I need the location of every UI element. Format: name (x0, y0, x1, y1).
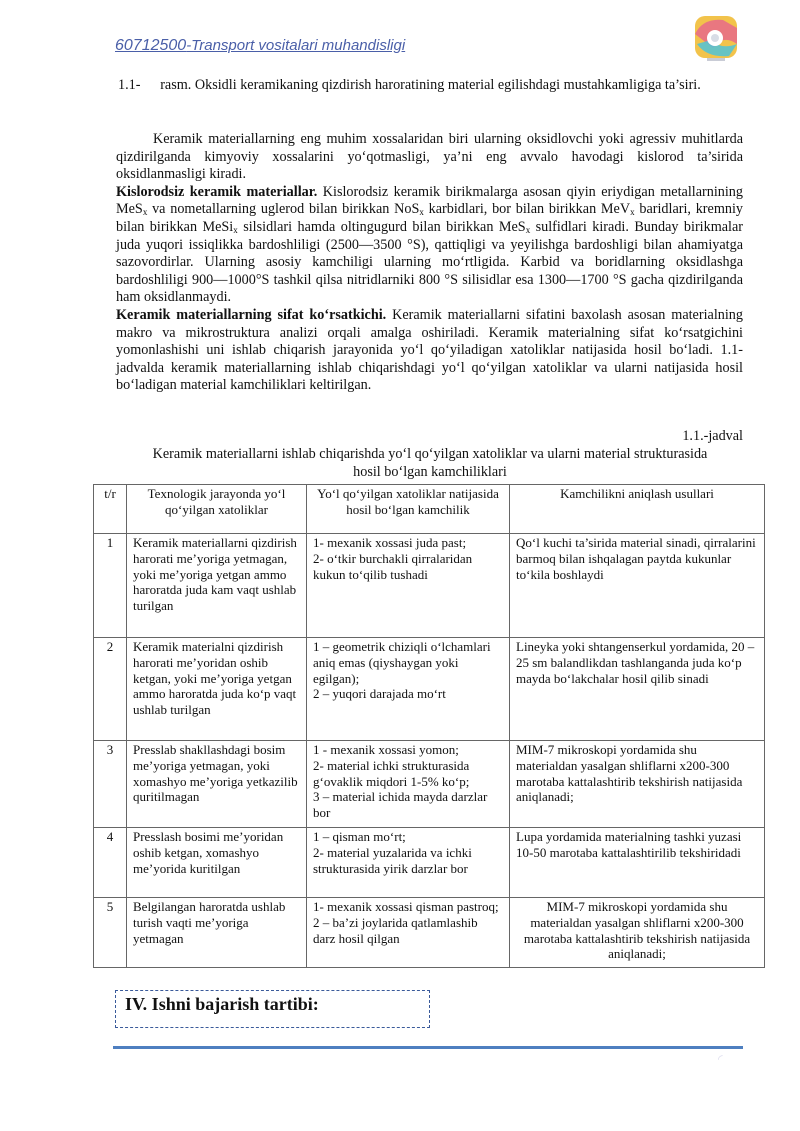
column-header-errors: Texnologik jarayonda yo‘l qo‘yilgan xatoliklar (127, 485, 307, 534)
row-number: 3 (94, 741, 127, 828)
row-defect: 1 – qisman mo‘rt; 2- material yuzalarida va ichki strukturasida yirik darzlar bor (307, 828, 510, 898)
program-name: -Transport vositalari muhandisligi (186, 37, 406, 54)
figure-caption-text: rasm. Oksidli keramikaning qizdirish haroratining material egilishdagi mustahkamligiga ta’siri. (160, 77, 701, 93)
row-defect: 1 - mexanik xossasi yomon; 2- material ichki strukturasida g‘ovaklik miqdori 1-5% ko‘p; 3 – material ichida mayda darzlar bor (307, 741, 510, 828)
row-defect: 1- mexanik xossasi qisman pastroq; 2 – ba’zi joylarida qatlamlashib darz hosil qilgan (307, 898, 510, 968)
table-row (94, 828, 765, 898)
row-error: Belgilangan haroratda ushlab turish vaqti me’yoriga yetmagan (127, 898, 307, 968)
paragraph-quality (116, 307, 743, 395)
table-title: Keramik materiallarni ishlab chiqarishda yo‘l qo‘yilgan xatoliklar va ularni material strukturasida hosil bo‘lgan kamchiliklari (152, 446, 708, 480)
row-method: MIM-7 mikroskopi yordamida shu materialdan yasalgan shliflarni x200-300 marotaba kattalashtirib tekshirish natijasida aniqlanadi; (510, 898, 765, 968)
row-number: 1 (94, 534, 127, 638)
subscript: x (233, 224, 238, 235)
table-row (94, 741, 765, 828)
column-header-number: t/r (94, 485, 127, 534)
table-row (94, 638, 765, 741)
row-error: Presslab shakllashdagi bosim me’yoriga yetmagan, yoki xomashyo me’yoriga yetkazilib quritilmagan (127, 741, 307, 828)
subscript: x (419, 207, 424, 218)
page-curl-icon: ◜ (718, 1052, 723, 1066)
row-method: MIM-7 mikroskopi yordamida shu materialdan yasalgan shliflarni x200-300 marotaba kattalashtirib tekshirish natijasida aniqlanadi; (510, 741, 765, 828)
row-number: 4 (94, 828, 127, 898)
text-fragment: baridlari, kremniy bilan birikkan MeSi (116, 201, 743, 235)
program-code: 60712500 (115, 37, 187, 54)
text-fragment: va nometallarning uglerod bilan birikkan NoS (147, 201, 420, 218)
paragraph-oxygen-free (116, 184, 743, 307)
column-header-methods: Kamchilikni aniqlash usullari (510, 485, 765, 534)
subscript: x (142, 207, 148, 218)
paragraph-oxidation: Keramik materiallarning eng muhim xossalaridan biri ularning oksidlovchi yoki agressiv muhitlarda qizdirilganda kimyoviy xossalarini yo‘qotmasligi, ya’ni eng avvalo havodagi kislorod ta’sirida oksidlanmasligi kiradi. (116, 131, 743, 183)
row-number: 5 (94, 898, 127, 968)
text-fragment: Kislorodsiz keramik birikmalarga asosan qiyin eriydigan metallarnining MeS (116, 183, 743, 218)
subscript: x (525, 224, 531, 235)
text-fragment: sulfidlari kiradi. Bunday birikmalar juda yuqori issiqlikka bardoshliligi (2500—3500 °S), qattiqligi va yeyilishga bardoshligi bilan ahamiyatga sazovordirlar. Ularning asosiy kamchiligi ularning mo‘rtligida. Karbid va boridlarning oksidlashga bardoshliligi 900—1000°S tashkil qilsa nitridlarniki 800 °S silisidlar esa 1300—1700 °S gacha qizdirilganda ham oksidlanmaydi. (116, 218, 743, 306)
row-method: Lupa yordamida materialning tashki yuzasi 10-50 marotaba kattalashtirilib tekshiridadi (510, 828, 765, 898)
column-header-defects: Yo‘l qo‘yilgan xatoliklar natijasida hosil bo‘lgan kamchilik (307, 485, 510, 534)
table-header-row (94, 485, 765, 534)
row-defect: 1 – geometrik chiziqli o‘lchamlari aniq emas (qiyshaygan yoki egilgan); 2 – yuqori darajada mo‘rt (307, 638, 510, 741)
row-error: Keramik materialni qizdirish harorati me’yoridan oshib ketgan, yoki me’yoriga yetgan ammo haroratda juda ko‘p vaqt ushlab turilgan (127, 638, 307, 741)
figure-number: 1.1- (118, 77, 141, 93)
section-title: IV. Ishni bajarish tartibi: (125, 994, 319, 1014)
heading-quality: Keramik materiallarning sifat ko‘rsatkichi. (116, 306, 387, 323)
text-fragment: karbidlari, bor bilan birikkan MeV (423, 201, 631, 218)
heading-oxygen-free: Kislorodsiz keramik materiallar. (116, 183, 318, 200)
defects-table (93, 484, 765, 968)
table-row (94, 898, 765, 968)
body-text (116, 131, 743, 395)
document-header-title (115, 37, 405, 55)
row-error: Keramik materiallarni qizdirish harorati me’yoriga yetmagan, yoki me’yoriga yetgan ammo haroratda juda kam vaqt ushlab turilgan (127, 534, 307, 638)
row-method: Lineyka yoki shtangenserkul yordamida, 20 – 25 sm balandlikdan tashlanganda juda ko‘p mayda bo‘lakchalar hosil qilib sinadi (510, 638, 765, 741)
table-label: 1.1.-jadval (682, 428, 743, 444)
subscript: x (630, 207, 635, 218)
logo-icon (693, 14, 739, 64)
row-error: Presslash bosimi me’yoridan oshib ketgan, xomashyo me’yorida kuritilgan (127, 828, 307, 898)
figure-caption (118, 76, 743, 94)
text-fragment: silsidlari hamda oltingugurd bilan birikkan MeS (237, 218, 526, 235)
row-defect: 1- mexanik xossasi juda past; 2- o‘tkir burchakli qirralaridan kukun to‘qilib tushadi (307, 534, 510, 638)
footer-divider (113, 1046, 743, 1049)
row-method: Qo‘l kuchi ta’sirida material sinadi, qirralarini barmoq bilan ishqalagan paytda kukunlar to‘kila boshlaydi (510, 534, 765, 638)
text-fragment: Keramik materiallarni sifatini baxolash asosan materialning makro va mikrostruktura analizi orqali amalga oshiriladi. Keramik materialning sifat ko‘rsatgichini yomonlashishi uni ishlab chiqarish jarayonida yo‘l qo‘yiladigan xatoliklar natijasida hosil bo‘ladi. 1.1-jadvalda keramik materiallarning ishlab chiqarishdagi yo‘l qo‘yilgan xatoliklar va ularni natijasida hosil bo‘ladigan material kamchiliklari keltirilgan. (116, 306, 743, 394)
row-number: 2 (94, 638, 127, 741)
table-row (94, 534, 765, 638)
